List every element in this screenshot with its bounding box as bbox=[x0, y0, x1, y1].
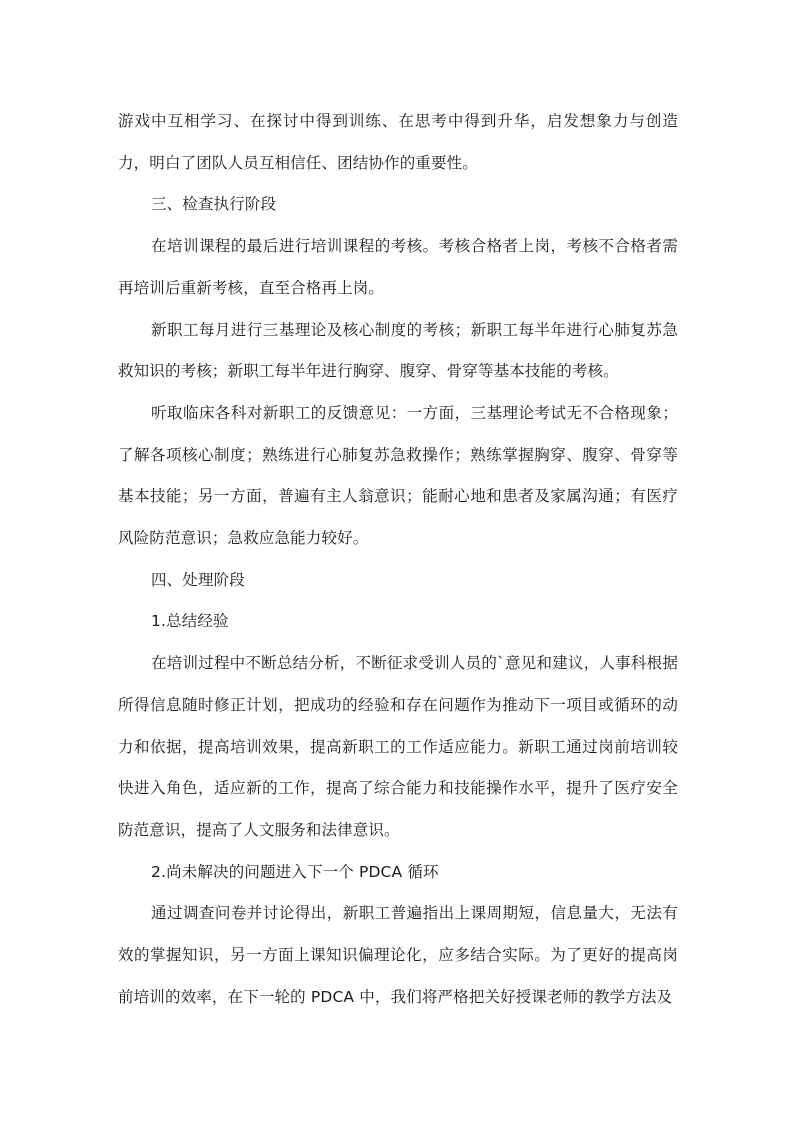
paragraph-course-assessment: 在培训课程的最后进行培训课程的考核。考核合格者上岗，考核不合格者需再培训后重新考核，直至合格再上岗。 bbox=[118, 237, 678, 297]
subheading-unresolved: 2.尚未解决的问题进入下一个 PDCA 循环 bbox=[151, 862, 439, 881]
heading-handling-stage: 四、处理阶段 bbox=[151, 570, 245, 589]
heading-inspection-stage: 三、检查执行阶段 bbox=[151, 195, 277, 214]
paragraph-feedback: 听取临床各科对新职工的反馈意见：一方面，三基理论考试无不合格现象；了解各项核心制度；熟练进行心肺复苏急救操作；熟练掌握胸穿、腹穿、骨穿等基本技能；另一方面，普遍有主人翁意识；能耐心地和患者及家属沟通；有医疗风险防范意识；急救应急能力较好。 bbox=[118, 403, 678, 548]
document-page bbox=[118, 101, 678, 1018]
paragraph-team-learning: 游戏中互相学习、在探讨中得到训练、在思考中得到升华，启发想象力与创造力，明白了团队人员互相信任、团结协作的重要性。 bbox=[118, 112, 678, 172]
paragraph-summary: 在培训过程中不断总结分析，不断征求受训人员的`意见和建议，人事科根据所得信息随时修正计划，把成功的经验和存在问题作为推动下一项目或循环的动力和依据，提高培训效果，提高新职工的工作适应能力。新职工通过岗前培训较快进入角色，适应新的工作，提高了综合能力和技能操作水平，提升了医疗安全防范意识，提高了人文服务和法律意识。 bbox=[118, 654, 678, 839]
paragraph-monthly-assessment: 新职工每月进行三基理论及核心制度的考核；新职工每半年进行心肺复苏急救知识的考核；新职工每半年进行胸穿、腹穿、骨穿等基本技能的考核。 bbox=[118, 320, 678, 381]
subheading-summary: 1.总结经验 bbox=[151, 612, 229, 631]
paragraph-survey: 通过调查问卷并讨论得出，新职工普遍指出上课周期短，信息量大，无法有效的掌握知识，另一方面上课知识偏理论化，应多结合实际。为了更好的提高岗前培训的效率，在下一轮的 PDCA 中，我们将严格把关好授课老师的教学方法及 bbox=[118, 904, 678, 1006]
